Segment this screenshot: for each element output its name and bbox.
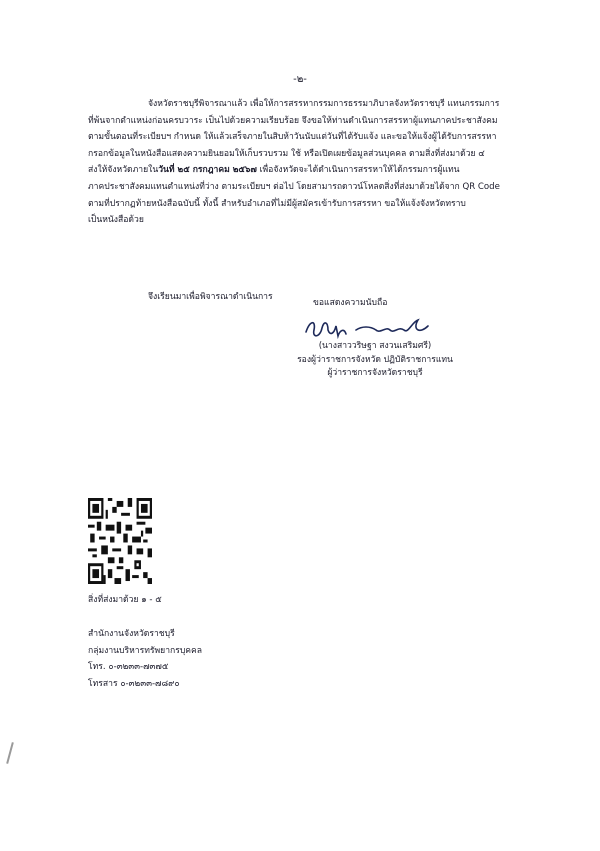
- deadline-prefix: ส่งให้จังหวัดภายใน: [88, 165, 159, 176]
- signer-position: รองผู้ว่าราชการจังหวัด ปฏิบัติราชการแทน: [297, 354, 453, 365]
- body-line: เป็นหนังสือด้วย: [88, 215, 144, 226]
- office-division: กลุ่มงานบริหารทรัพยากรบุคคล: [88, 645, 203, 656]
- attachment-caption: สิ่งที่ส่งมาด้วย ๑ - ๕: [88, 595, 162, 605]
- deadline-suffix: เพื่อจังหวัดจะได้ดำเนินการสรรหาให้ได้กรรมการผู้แทน: [256, 165, 460, 176]
- scan-mark: [6, 742, 14, 764]
- signer-position: ผู้ว่าราชการจังหวัดราชบุรี: [327, 368, 423, 378]
- regards-line: ขอแสดงความนับถือ: [313, 298, 388, 308]
- deadline-date: วันที่ ๒๕ กรกฎาคม ๒๕๖๗: [158, 165, 257, 176]
- closing-line: จึงเรียนมาเพื่อพิจารณาดำเนินการ: [148, 292, 273, 302]
- office-name: สำนักงานจังหวัดราชบุรี: [88, 629, 175, 639]
- body-line: จังหวัดราชบุรีพิจารณาแล้ว เพื่อให้การสรรหากรรมการธรรมาภิบาลจังหวัดราชบุรี แทนกรรมการ: [148, 99, 500, 109]
- body-line: ภาคประชาสังคมแทนตำแหน่งที่ว่าง ตามระเบียบฯ ต่อไป โดยสามารถดาวน์โหลดสิ่งที่ส่งมาด้วยได้จาก QR Code: [88, 181, 500, 192]
- body-line: กรอกข้อมูลในหนังสือแสดงความยินยอมให้เก็บรวบรวม ใช้ หรือเปิดเผยข้อมูลส่วนบุคคล ตามสิ่งที่ส่งมาด้วย ๔: [88, 148, 485, 159]
- page-number: -๒-: [293, 74, 307, 85]
- office-phone: โทร. ๐-๓๒๓๓-๗๓๗๕: [88, 662, 169, 672]
- body-line: ตามขั้นตอนที่ระเบียบฯ กำหนด ให้แล้วเสร็จภายในสิบห้าวันนับแต่วันที่ได้รับแจ้ง และขอให้แจ้งผู้ได้รับการสรรหา: [88, 132, 497, 143]
- body-line: [88, 162, 520, 179]
- signer-name: (นางสาววริษฐา สงวนเสริมศรี): [318, 341, 432, 351]
- qr-code[interactable]: [88, 498, 152, 584]
- office-fax: โทรสาร ๐-๓๒๓๓-๗๘๙๐: [88, 678, 180, 689]
- body-line: ตามที่ปรากฏท้ายหนังสือฉบับนี้ ทั้งนี้ สำหรับอำเภอที่ไม่มีผู้สมัครเข้ารับการสรรหา ขอให้แจ้งจังหวัดทราบ: [88, 198, 466, 209]
- body-line: ที่พ้นจากตำแหน่งก่อนครบวาระ เป็นไปด้วยความเรียบร้อย จึงขอให้ท่านดำเนินการสรรหาผู้แทนภาคประชาสังคม: [88, 115, 498, 126]
- office-contact-block: [88, 626, 202, 692]
- body-paragraph: [88, 96, 520, 229]
- signer-block: [270, 340, 480, 381]
